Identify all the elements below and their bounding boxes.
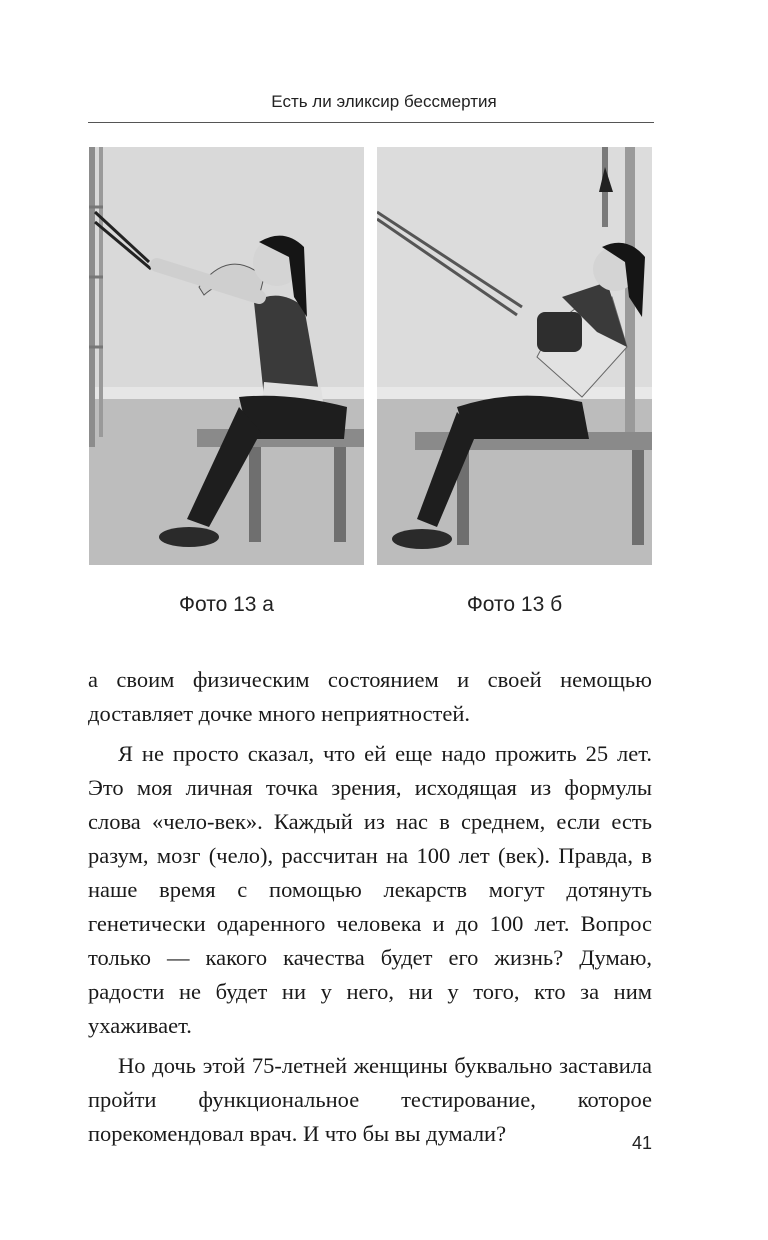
photo-13a-illustration bbox=[89, 147, 364, 565]
paragraph: Я не просто сказал, что ей еще надо прожить 25 лет. Это моя личная точка зрения, исходящая из формулы слова «чело-век». Каждый из нас в среднем, если есть разум, мозг (чело), рассчитан на 100 лет (век). Правда, в наше время с помощью лекарств могут дотянуть генетически одаренного человека и до 100 лет. Вопрос только — какого качества будет его жизнь? Думаю, радости не будет ни у него, ни у того, кто за ним ухаживает. bbox=[88, 741, 652, 1038]
photo-13b-illustration bbox=[377, 147, 652, 565]
figure-caption-13b: Фото 13 б bbox=[466, 593, 563, 616]
header-rule bbox=[88, 122, 654, 123]
paragraph: а своим физическим состоянием и своей немощью доставляет дочке много неприятностей. bbox=[88, 667, 652, 726]
body-text bbox=[88, 663, 652, 1151]
photo-13a bbox=[89, 147, 364, 565]
paragraph: Но дочь этой 75-летней женщины буквально заставила пройти функциональное тестирование, которое порекомендовал врач. И что бы вы думали? bbox=[88, 1053, 652, 1146]
photo-13b bbox=[377, 147, 652, 565]
page-number: 41 bbox=[631, 1133, 652, 1153]
running-header: Есть ли эликсир бессмертия bbox=[271, 92, 497, 111]
figure-caption-13a: Фото 13 а bbox=[179, 593, 274, 616]
